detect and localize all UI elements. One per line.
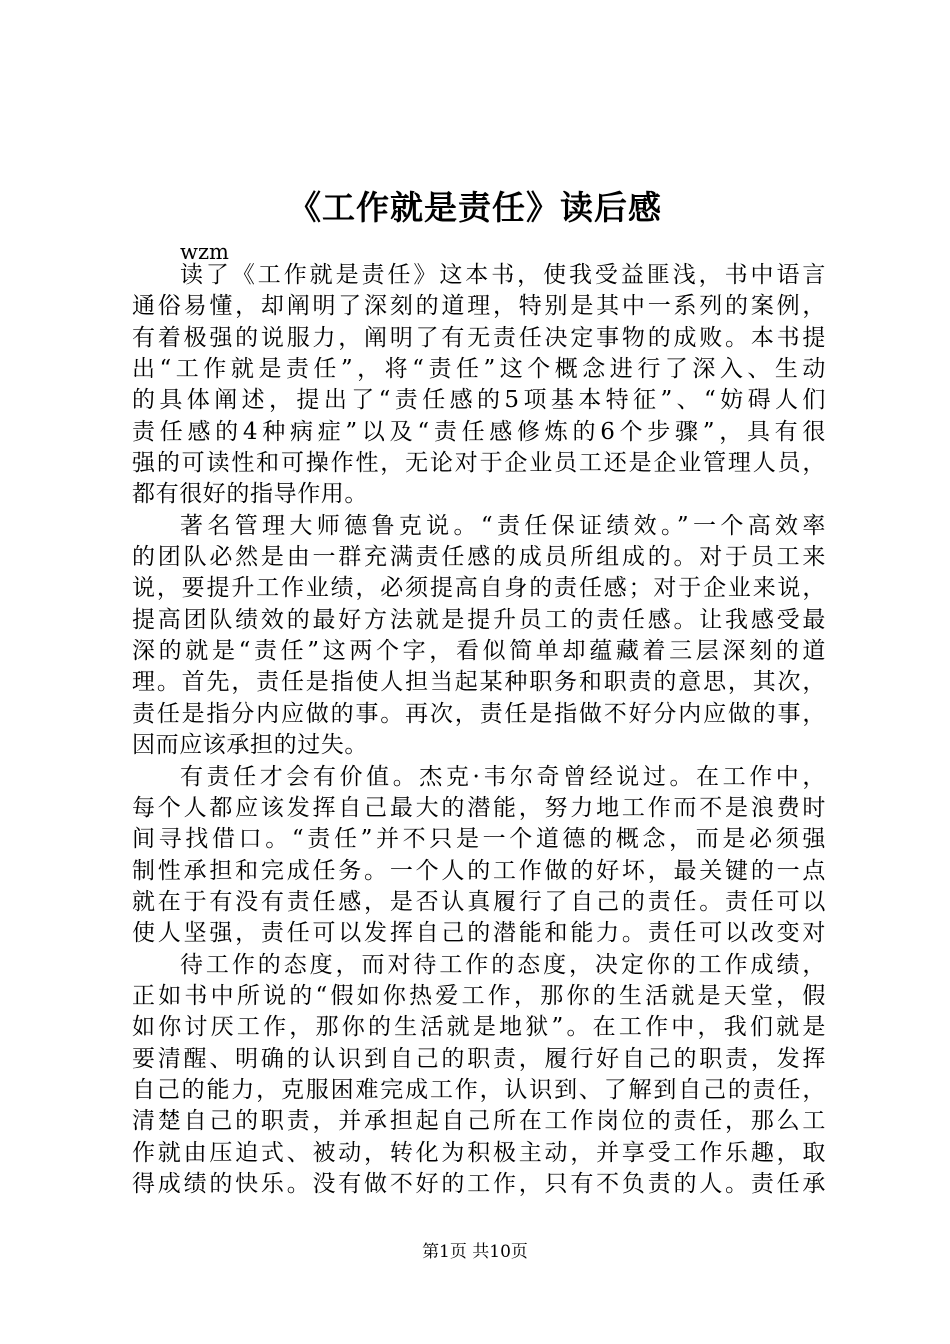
text-line: 因而应该承担的过失。 [132,732,368,759]
text-line: 间寻找借口。“责任”并不只是一个道德的概念，而是必须强 [132,826,826,853]
text-line: 责任是指分内应做的事。再次，责任是指做不好分内应做的事， [132,700,826,727]
text-line: 自己的能力，克服困难完成工作，认识到、了解到自己的责任， [132,1076,826,1103]
text-line: 通俗易懂，却阐明了深刻的道理，特别是其中一系列的案例， [132,293,826,320]
author-name: wzm [180,240,229,264]
text-line: 读了《工作就是责任》这本书，使我受益匪浅，书中语言 [180,262,826,288]
text-line: 待工作的态度，而对待工作的态度，决定你的工作成绩， [180,951,826,978]
text-line: 如你讨厌工作，那你的生活就是地狱”。在工作中，我们就是 [132,1014,826,1041]
text-line: 责任感的4种病症”以及“责任感修炼的6个步骤”，具有很 [132,418,826,445]
text-line: 使人坚强，责任可以发挥自己的潜能和能力。责任可以改变对 [132,920,826,947]
text-line: 深的就是“责任”这两个字，看似简单却蕴藏着三层深刻的道 [132,638,826,665]
text-line: 正如书中所说的“假如你热爱工作，那你的生活就是天堂，假 [132,982,826,1009]
text-line: 著名管理大师德鲁克说。“责任保证绩效。”一个高效率 [180,512,826,539]
text-line: 提高团队绩效的最好方法就是提升员工的责任感。让我感受最 [132,606,826,633]
text-line: 作就由压迫式、被动，转化为积极主动，并享受工作乐趣，取 [132,1139,826,1166]
text-line: 制性承担和完成任务。一个人的工作做的好坏，最关键的一点 [132,857,826,884]
document-title: 《工作就是责任》读后感 [288,188,662,227]
text-line: 每个人都应该发挥自己最大的潜能，努力地工作而不是浪费时 [132,794,826,821]
text-line: 得成绩的快乐。没有做不好的工作，只有不负责的人。责任承 [132,1170,826,1197]
text-line: 强的可读性和可操作性，无论对于企业员工还是企业管理人员， [132,450,826,477]
text-line: 都有很好的指导作用。 [132,481,368,508]
text-line: 有着极强的说服力，阐明了有无责任决定事物的成败。本书提 [132,324,826,351]
text-line: 清楚自己的职责，并承担起自己所在工作岗位的责任，那么工 [132,1108,826,1135]
text-line: 要清醒、明确的认识到自己的职责，履行好自己的职责，发挥 [132,1045,826,1072]
text-line: 说，要提升工作业绩，必须提高自身的责任感；对于企业来说， [132,575,826,602]
text-line: 就在于有没有责任感，是否认真履行了自己的责任。责任可以 [132,888,826,915]
text-line: 的团队必然是由一群充满责任感的成员所组成的。对于员工来 [132,544,826,571]
document-body [132,260,826,1200]
text-line: 有责任才会有价值。杰克·韦尔奇曾经说过。在工作中， [180,763,826,790]
page-number-footer: 第1页 共10页 [422,1242,528,1262]
text-line: 出“工作就是责任”，将“责任”这个概念进行了深入、生动 [132,356,826,383]
text-line: 的具体阐述，提出了“责任感的5项基本特征”、“妨碍人们 [132,387,826,414]
text-line: 理。首先，责任是指使人担当起某种职务和职责的意思，其次， [132,669,826,696]
